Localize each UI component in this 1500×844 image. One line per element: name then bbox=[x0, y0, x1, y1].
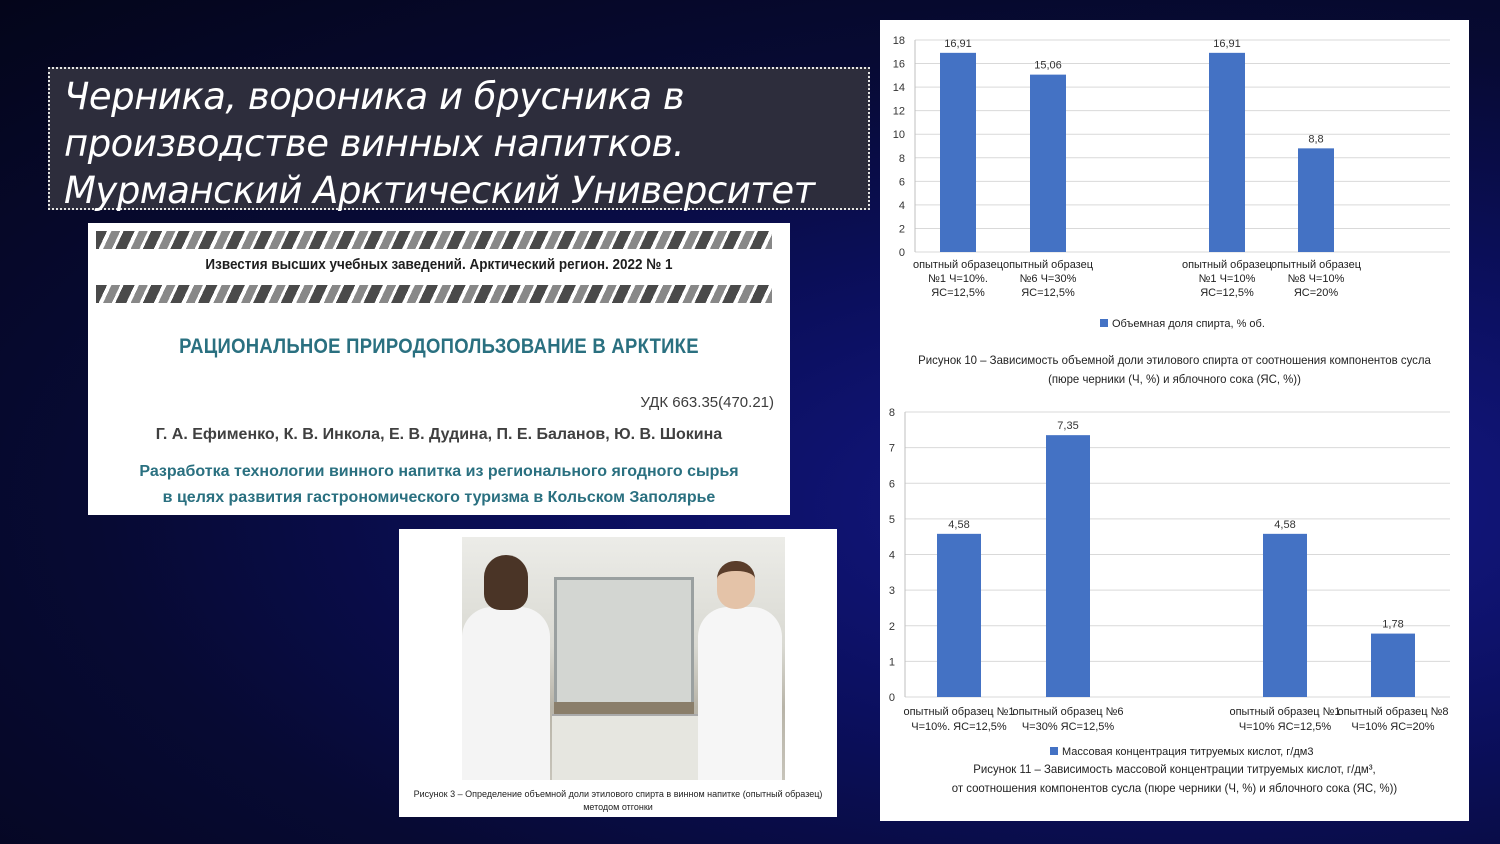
bar bbox=[1209, 53, 1245, 252]
bar bbox=[1263, 534, 1307, 697]
x-tick-label: опытный образец bbox=[1270, 259, 1362, 271]
data-label: 4,58 bbox=[1274, 518, 1296, 531]
y-tick-label: 4 bbox=[898, 199, 905, 212]
x-tick-label: ЯС=12,5% bbox=[1021, 287, 1075, 299]
y-tick-label: 8 bbox=[888, 407, 895, 419]
x-tick-label: опытный образец №8 bbox=[1337, 706, 1449, 718]
paper-authors: Г. А. Ефименко, К. В. Инкола, Е. В. Дудина, П. Е. Баланов, Ю. В. Шокина bbox=[155, 426, 723, 443]
legend-swatch bbox=[1050, 747, 1058, 755]
x-tick-label: ЯС=20% bbox=[1293, 287, 1339, 299]
photo-caption-line-1: Рисунок 3 – Определение объемной доли этилового спирта в винном напитке (опытный образец) bbox=[413, 789, 823, 799]
y-tick-label: 5 bbox=[888, 513, 895, 526]
bar bbox=[1030, 75, 1066, 252]
bar bbox=[940, 53, 976, 252]
figure-11-caption-line-2: от соотношения компонентов сусла (пюре черники (Ч, %) и яблочного сока (ЯС, %)) bbox=[951, 781, 1398, 795]
person-left bbox=[462, 607, 550, 780]
lab-photo bbox=[462, 537, 785, 780]
x-tick-label: №8 Ч=10% bbox=[1287, 273, 1345, 285]
bar bbox=[1046, 435, 1090, 697]
bar bbox=[937, 534, 981, 697]
figure-10-caption bbox=[895, 351, 1455, 389]
data-label: 4,58 bbox=[948, 518, 970, 531]
lab-cabinet bbox=[552, 714, 702, 780]
person-right bbox=[698, 607, 782, 780]
figure-10-caption-line-1: Рисунок 10 – Зависимость объемной доли этилового спирта от соотношения компонентов сусла bbox=[918, 353, 1431, 367]
legend-label: Массовая концентрация титруемых кислот, г/дм3 bbox=[1062, 746, 1314, 758]
y-tick-label: 0 bbox=[898, 247, 905, 259]
x-tick-label: опытный образец №6 bbox=[1012, 706, 1124, 718]
y-tick-label: 6 bbox=[888, 478, 895, 491]
person-right-head bbox=[717, 561, 755, 609]
data-label: 16,91 bbox=[1213, 37, 1241, 50]
charts-card bbox=[880, 20, 1469, 821]
x-tick-label: Ч=10%. ЯС=12,5% bbox=[911, 721, 1007, 733]
chart-alcohol-volume bbox=[880, 20, 1469, 330]
x-tick-label: №6 Ч=30% bbox=[1019, 273, 1077, 285]
x-tick-label: №1 Ч=10% bbox=[1198, 273, 1256, 285]
x-tick-label: опытный образец bbox=[912, 259, 1004, 271]
y-tick-label: 2 bbox=[888, 620, 895, 633]
paper-title bbox=[88, 459, 790, 511]
decorative-stripe-bottom bbox=[96, 285, 772, 303]
x-tick-label: опытный образец №1 bbox=[1229, 706, 1341, 718]
x-tick-label: опытный образец №1 bbox=[903, 706, 1015, 718]
person-left-head bbox=[484, 555, 528, 610]
data-label: 8,8 bbox=[1308, 133, 1324, 146]
y-tick-label: 14 bbox=[892, 82, 905, 95]
y-tick-label: 18 bbox=[892, 35, 905, 47]
journal-header-image bbox=[88, 223, 790, 515]
slide-title-line-3: Мурманский Арктический Университет bbox=[64, 169, 815, 212]
legend-swatch bbox=[1100, 319, 1108, 327]
y-tick-label: 12 bbox=[892, 105, 905, 118]
y-tick-label: 4 bbox=[888, 549, 895, 562]
y-tick-label: 16 bbox=[892, 58, 905, 71]
data-label: 1,78 bbox=[1382, 618, 1404, 631]
slide-title-box bbox=[48, 67, 870, 210]
y-tick-label: 8 bbox=[898, 152, 905, 165]
data-label: 7,35 bbox=[1057, 420, 1079, 433]
lab-photo-card bbox=[399, 529, 837, 817]
y-tick-label: 7 bbox=[888, 442, 895, 455]
journal-section-title: РАЦИОНАЛЬНОЕ ПРИРОДОПОЛЬЗОВАНИЕ В АРКТИКЕ bbox=[179, 335, 699, 358]
slide-title-line-1: Черника, вороника и брусника в bbox=[64, 75, 685, 118]
bar bbox=[1298, 148, 1334, 252]
data-label: 16,91 bbox=[944, 37, 972, 50]
chart-titratable-acids bbox=[880, 400, 1469, 758]
y-tick-label: 1 bbox=[888, 656, 895, 669]
data-label: 15,06 bbox=[1034, 59, 1062, 72]
photo-caption bbox=[399, 788, 837, 814]
x-tick-label: опытный образец bbox=[1181, 259, 1273, 271]
figure-11-caption bbox=[895, 760, 1455, 798]
journal-name: Известия высших учебных заведений. Арктический регион. 2022 № 1 bbox=[205, 256, 673, 273]
y-tick-label: 0 bbox=[888, 692, 895, 704]
photo-caption-line-2: методом отгонки bbox=[583, 802, 653, 812]
y-tick-label: 3 bbox=[888, 585, 895, 598]
paper-title-line-2: в целях развития гастрономического туризма в Кольском Заполярье bbox=[162, 489, 716, 506]
x-tick-label: опытный образец bbox=[1002, 259, 1094, 271]
y-tick-label: 6 bbox=[898, 176, 905, 189]
udk-code: УДК 663.35(470.21) bbox=[640, 394, 774, 411]
lab-counter bbox=[554, 702, 694, 714]
figure-10-caption-line-2: (пюре черники (Ч, %) и яблочного сока (ЯС, %)) bbox=[1048, 372, 1301, 386]
x-tick-label: ЯС=12,5% bbox=[931, 287, 985, 299]
figure-11-caption-line-1: Рисунок 11 – Зависимость массовой концентрации титруемых кислот, г/дм³, bbox=[973, 762, 1376, 776]
y-tick-label: 10 bbox=[892, 129, 905, 142]
decorative-stripe-top bbox=[96, 231, 772, 249]
x-tick-label: Ч=10% ЯС=12,5% bbox=[1238, 721, 1332, 733]
paper-title-line-1: Разработка технологии винного напитка из регионального ягодного сырья bbox=[139, 463, 739, 480]
x-tick-label: Ч=10% ЯС=20% bbox=[1351, 721, 1435, 733]
bar bbox=[1371, 634, 1415, 697]
legend-label: Объемная доля спирта, % об. bbox=[1112, 318, 1265, 330]
x-tick-label: ЯС=12,5% bbox=[1200, 287, 1254, 299]
x-tick-label: Ч=30% ЯС=12,5% bbox=[1021, 721, 1115, 733]
y-tick-label: 2 bbox=[898, 223, 905, 236]
slide-title-line-2: производстве винных напитков. bbox=[64, 122, 685, 165]
x-tick-label: №1 Ч=10%. bbox=[928, 273, 988, 285]
